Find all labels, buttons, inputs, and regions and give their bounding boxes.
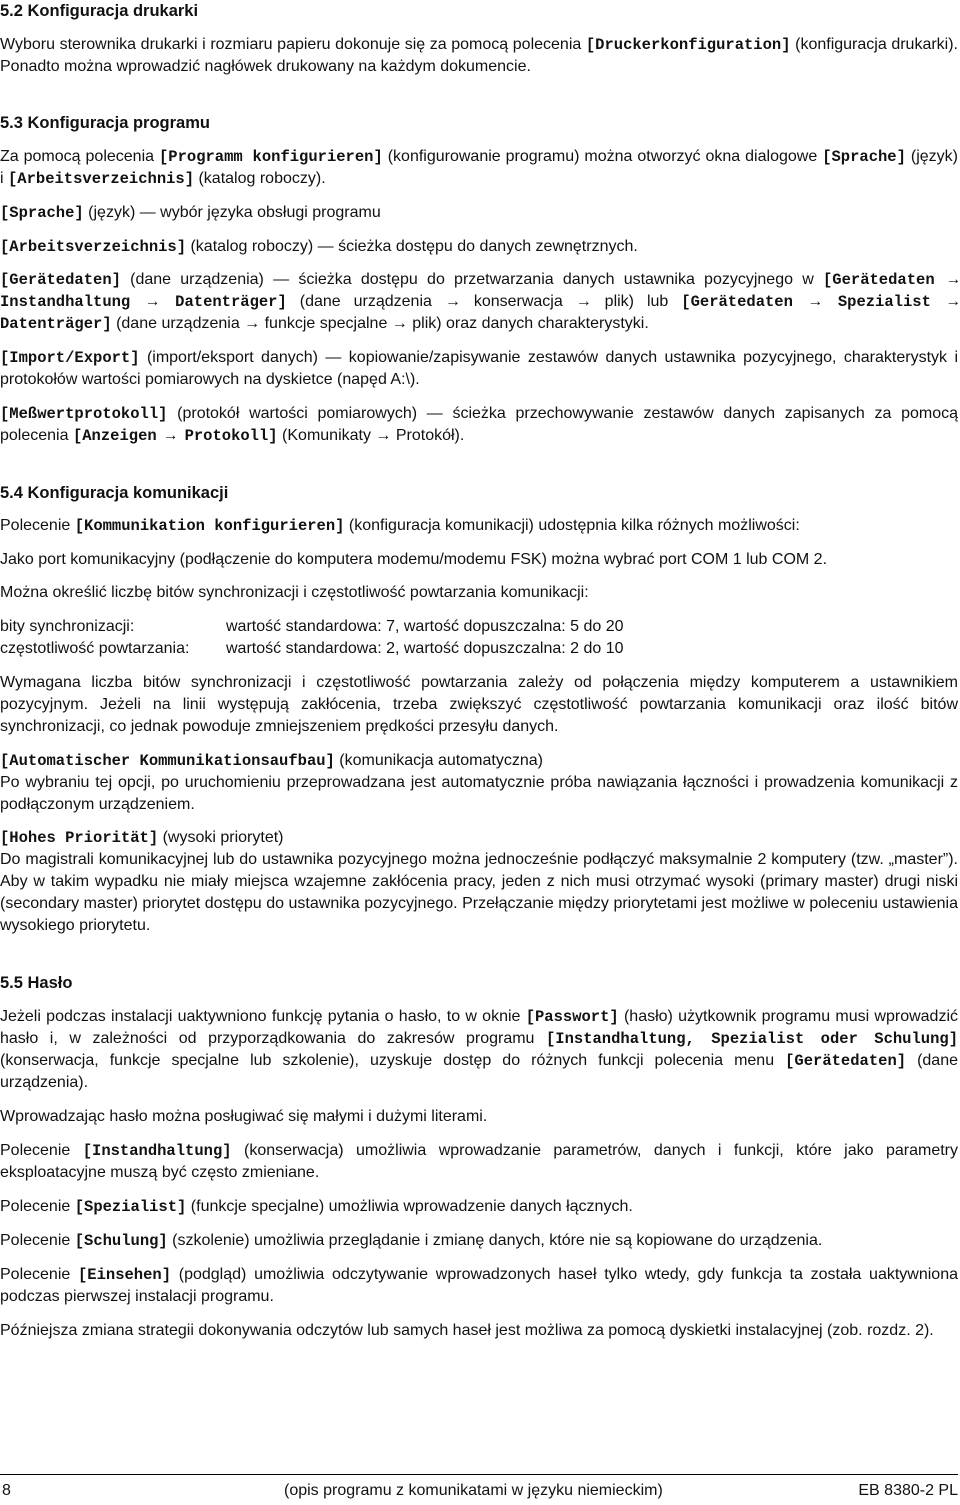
command-name: [Einsehen] — [78, 1266, 172, 1284]
command-name: [Kommunikation konfigurieren] — [74, 517, 345, 535]
settings-list — [0, 616, 958, 660]
paragraph: Można określić liczbę bitów synchronizacji i częstotliwość powtarzania komunikacji: — [0, 584, 589, 601]
command-name: [Arbeitsverzeichnis] — [0, 238, 187, 256]
command-name: [Gerätedaten] — [785, 1052, 907, 1070]
paragraph: Polecenie [Kommunikation konfigurieren] (konfiguracja komunikacji) udostępnia kilka różnych możliwości: — [0, 517, 800, 535]
command-name: [Automatischer Kommunikationsaufbau] — [0, 752, 335, 770]
command-name: [Sprache] — [0, 204, 84, 222]
section-heading-5-5: 5.5 Hasło — [0, 974, 73, 992]
paragraph: [Gerätedaten] (dane urządzenia) — ścieżka dostępu do przetwarzania danych ustawnika pozycyjnego w [Gerätedaten → Instandhaltung → Datenträger] (dane urządzenia → konserwacja → plik) lub [Gerätedaten → Spezialist → Datenträger] (dane urządzenia → funkcje specjalne → plik) oraz danych charakterystyki. — [0, 271, 958, 333]
command-name: [Passwort] — [525, 1008, 619, 1026]
command-name: [Instandhaltung, Spezialist oder Schulung] — [546, 1030, 958, 1048]
command-name: [Schulung] — [74, 1232, 168, 1250]
paragraph: Wymagana liczba bitów synchronizacji i częstotliwość powtarzania zależy od połączenia między komputerem a ustawnikiem pozycyjnym. Jeżeli na linii występują zakłócenia, trzeba zwiększyć częstotliwość powtarzania komunikacji oraz ilość bitów synchronizacji, co jednak powoduje zmniejszeniem prędkości przesyłu danych. — [0, 674, 958, 735]
command-name: [Hohes Priorität] — [0, 829, 159, 847]
command-name: [Gerätedaten] — [0, 271, 121, 289]
document-code: EB 8380-2 PL — [858, 1482, 958, 1499]
paragraph: [Sprache] (język) — wybór języka obsługi programu — [0, 204, 381, 222]
paragraph: Późniejsza zmiana strategii dokonywania odczytów lub samych haseł jest możliwa za pomocą dyskietki instalacyjnej (zob. rozdz. 2). — [0, 1322, 934, 1339]
paragraph: Jako port komunikacyjny (podłączenie do komputera modemu/modemu FSK) można wybrać port COM 1 lub COM 2. — [0, 551, 828, 568]
section-heading-5-3: 5.3 Konfiguracja programu — [0, 114, 210, 132]
footer-rule — [0, 1474, 958, 1475]
command-name: [Programm konfigurieren] — [159, 148, 383, 166]
command-name: [Import/Export] — [0, 349, 140, 367]
command-name: [Druckerkonfiguration] — [585, 36, 791, 54]
command-name: [Instandhaltung] — [82, 1142, 232, 1160]
command-name: [Meßwertprotokoll] — [0, 405, 168, 423]
paragraph: Jeżeli podczas instalacji uaktywniono funkcję pytania o hasło, to w oknie [Passwort] (hasło) użytkownik programu musi wprowadzić hasło i, w zależności od przyporządkowania do zakresów programu [Instandhaltung, Spezialist oder Schulung] (konserwacja, funkcje specjalne lub szkolenie), uzyskuje dostęp do różnych funkcji polecenia menu [Gerätedaten] (dane urządzenia). — [0, 1008, 958, 1091]
paragraph: Po wybraniu tej opcji, po uruchomieniu przeprowadzana jest automatycznie próba nawiązania łączności i prowadzenia komunikacji z podłączonym urządzeniem. — [0, 774, 958, 813]
paragraph: Polecenie [Instandhaltung] (konserwacja) umożliwia wprowadzanie parametrów, danych i funkcji, które jako parametry eksploatacyjne muszą być często zmieniane. — [0, 1142, 958, 1181]
paragraph: Wprowadzając hasło można posługiwać się małymi i dużymi literami. — [0, 1108, 488, 1125]
section-heading-5-4: 5.4 Konfiguracja komunikacji — [0, 484, 229, 502]
paragraph: [Arbeitsverzeichnis] (katalog roboczy) — ścieżka dostępu do danych zewnętrznych. — [0, 238, 638, 256]
paragraph: [Automatischer Kommunikationsaufbau] (komunikacja automatyczna) — [0, 752, 543, 770]
paragraph: [Hohes Priorität] (wysoki priorytet) — [0, 829, 284, 847]
page-number: 8 — [2, 1482, 11, 1499]
command-name: [Sprache] — [822, 148, 906, 166]
footer-caption: (opis programu z komunikatami w języku niemieckim) — [284, 1482, 663, 1499]
paragraph: Polecenie [Schulung] (szkolenie) umożliwia przeglądanie i zmianę danych, które nie są kopiowane do urządzenia. — [0, 1232, 823, 1250]
page-footer — [0, 1482, 958, 1504]
paragraph: Polecenie [Spezialist] (funkcje specjalne) umożliwia wprowadzenie danych łącznych. — [0, 1198, 633, 1216]
settings-row: bity synchronizacji: wartość standardowa: 7, wartość dopuszczalna: 5 do 20 — [0, 618, 624, 635]
command-name: [Arbeitsverzeichnis] — [8, 170, 195, 188]
paragraph: Polecenie [Einsehen] (podgląd) umożliwia odczytywanie wprowadzonych haseł tylko wtedy, gdy funkcja ta została uaktywniona podczas pierwszej instalacji programu. — [0, 1266, 959, 1305]
command-name: [Gerätedaten → Instandhaltung → Datenträger] — [0, 271, 958, 311]
paragraph: Wyboru sterownika drukarki i rozmiaru papieru dokonuje się za pomocą polecenia [Druckerkonfiguration] (konfiguracja drukarki). Ponadto można wprowadzić nagłówek drukowany na każdym dokumencie. — [0, 36, 958, 75]
paragraph: [Meßwertprotokoll] (protokół wartości pomiarowych) — ścieżka przechowywanie zestawów danych zapisanych za pomocą polecenia [Anzeigen → Protokoll] (Komunikaty → Protokół). — [0, 405, 958, 445]
paragraph: Do magistrali komunikacyjnej lub do ustawnika pozycyjnego można jednocześnie podłączyć maksymalnie 2 komputery (tzw. „master”). Aby w takim wypadku nie miały miejsca wzajemne zakłócenia pracy, jeden z nich musi otrzymać wysoki (primary master) drugi niski (secondary master) priorytet dostępu do ustawnika pozycyjnego. Przełączanie między priorytetami jest możliwe w poleceniu ustawienia wysokiego priorytetu. — [0, 851, 958, 934]
paragraph: Za pomocą polecenia [Programm konfigurieren] (konfigurowanie programu) można otworzyć okna dialogowe [Sprache] (język) i [Arbeitsverzeichnis] (katalog roboczy). — [0, 148, 958, 188]
command-name: [Anzeigen → Protokoll] — [72, 427, 278, 445]
command-name: [Spezialist] — [74, 1198, 187, 1216]
command-name: [Gerätedaten → Spezialist → Datenträger] — [0, 293, 958, 333]
settings-row: częstotliwość powtarzania: wartość standardowa: 2, wartość dopuszczalna: 2 do 10 — [0, 640, 624, 657]
paragraph: [Import/Export] (import/eksport danych) — kopiowanie/zapisywanie zestawów danych ustawnika pozycyjnego, charakterystyk i protokołów wartości pomiarowych na dyskietce (napęd A:\). — [0, 349, 958, 388]
section-heading-5-2: 5.2 Konfiguracja drukarki — [0, 2, 199, 20]
